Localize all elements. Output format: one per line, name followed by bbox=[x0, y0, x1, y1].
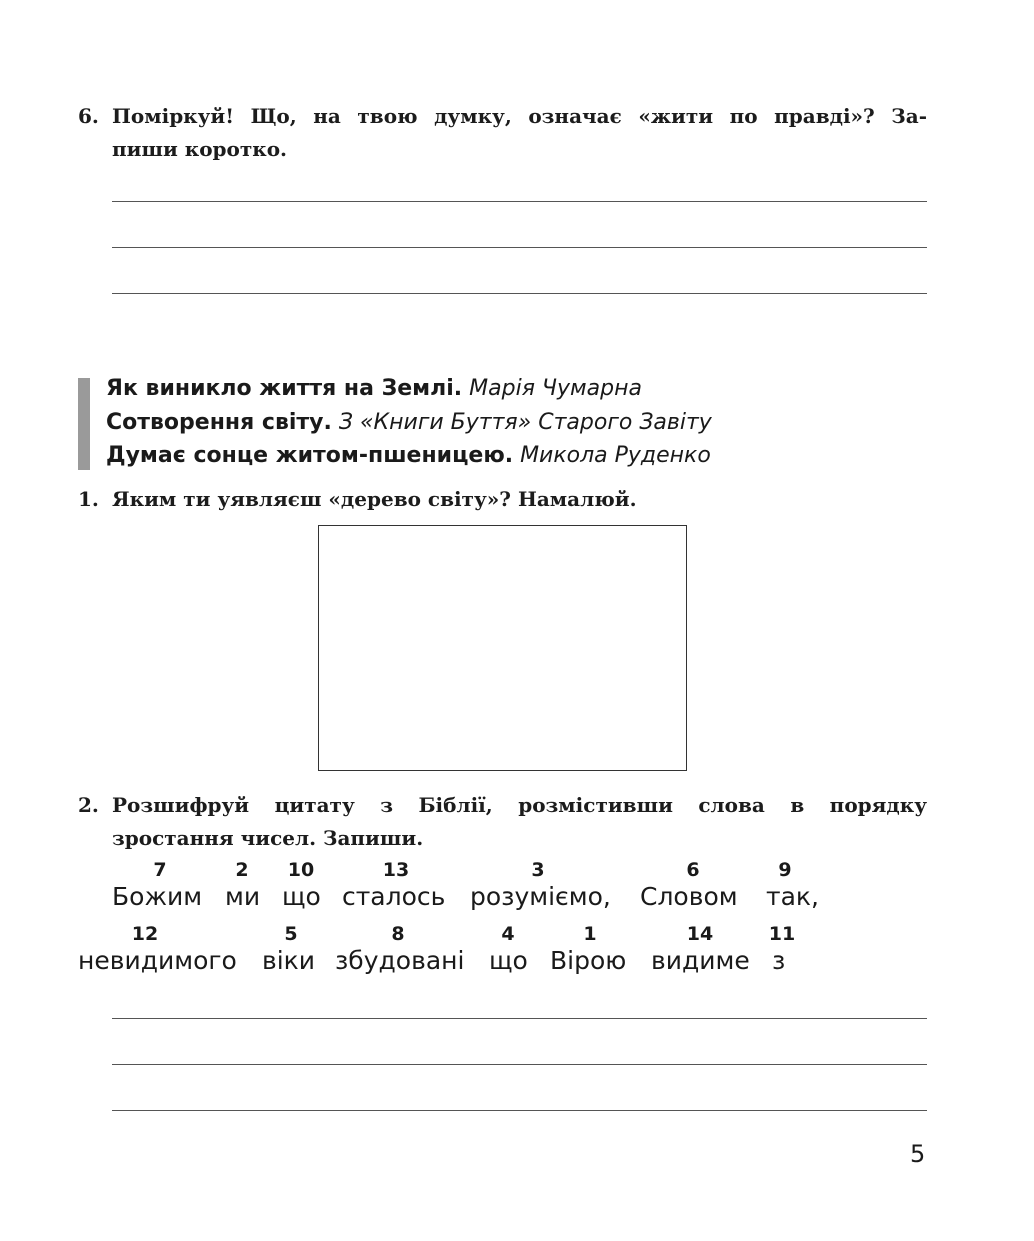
puzzle-word: Вірою bbox=[550, 946, 627, 975]
puzzle-number: 11 bbox=[768, 923, 796, 945]
work-author: Микола Руденко bbox=[520, 443, 711, 468]
puzzle-word: Словом bbox=[640, 882, 738, 911]
work-author: Марія Чумарна bbox=[469, 376, 642, 401]
puzzle-word: невидимого bbox=[78, 946, 237, 975]
task-1-text: Яким ти уявляєш «дерево світу»? Намалюй. bbox=[112, 487, 637, 511]
task-6-number: 6. bbox=[78, 104, 99, 128]
puzzle-number: 4 bbox=[501, 923, 515, 945]
task-6-text-line-2: пиши коротко. bbox=[112, 137, 288, 161]
puzzle-word: що bbox=[489, 946, 528, 975]
puzzle-number: 9 bbox=[778, 859, 792, 881]
puzzle-word: видиме bbox=[651, 946, 750, 975]
drawing-box[interactable] bbox=[318, 525, 687, 771]
work-item-1 bbox=[106, 372, 642, 405]
puzzle-number: 8 bbox=[391, 923, 405, 945]
answer-line-6-2[interactable] bbox=[112, 247, 927, 248]
task-2-number: 2. bbox=[78, 793, 99, 817]
puzzle-word: ми bbox=[225, 882, 261, 911]
puzzle-word: віки bbox=[262, 946, 316, 975]
puzzle-number: 6 bbox=[686, 859, 700, 881]
work-title: Як виникло життя на Землі. bbox=[106, 376, 463, 401]
page-number: 5 bbox=[910, 1140, 926, 1168]
work-author: З «Книги Буття» Старого Завіту bbox=[338, 410, 712, 435]
puzzle-word: збудовані bbox=[335, 946, 465, 975]
puzzle-word: Божим bbox=[112, 882, 203, 911]
work-item-2 bbox=[106, 406, 712, 439]
puzzle-word: так, bbox=[766, 882, 819, 911]
task-6-text-line-1: Поміркуй! Що, на твою думку, означає «жити по правді»? За- bbox=[112, 104, 927, 128]
answer-line-6-3[interactable] bbox=[112, 293, 927, 294]
task-2-text-line-1: Розшифруй цитату з Біблії, розмістивши слова в порядку bbox=[112, 793, 927, 817]
answer-line-2-3[interactable] bbox=[112, 1110, 927, 1111]
task-1-number: 1. bbox=[78, 487, 99, 511]
puzzle-word: сталось bbox=[342, 882, 446, 911]
puzzle-number: 1 bbox=[583, 923, 597, 945]
puzzle-number: 12 bbox=[131, 923, 159, 945]
answer-line-2-2[interactable] bbox=[112, 1064, 927, 1065]
answer-line-6-1[interactable] bbox=[112, 201, 927, 202]
puzzle-number: 3 bbox=[531, 859, 545, 881]
work-title: Сотворення світу. bbox=[106, 410, 332, 435]
puzzle-word: що bbox=[282, 882, 321, 911]
puzzle-number: 2 bbox=[235, 859, 249, 881]
section-marker-bar bbox=[78, 378, 90, 470]
puzzle-word: з bbox=[772, 946, 786, 975]
puzzle-number: 10 bbox=[287, 859, 315, 881]
puzzle-number: 13 bbox=[382, 859, 410, 881]
puzzle-number: 5 bbox=[284, 923, 298, 945]
task-2-text-line-2: зростання чисел. Запиши. bbox=[112, 826, 424, 850]
puzzle-number: 7 bbox=[153, 859, 167, 881]
puzzle-word: розуміємо, bbox=[470, 882, 611, 911]
answer-line-2-1[interactable] bbox=[112, 1018, 927, 1019]
work-title: Думає сонце житом-пшеницею. bbox=[106, 443, 514, 468]
work-item-3 bbox=[106, 439, 711, 472]
puzzle-number: 14 bbox=[686, 923, 714, 945]
